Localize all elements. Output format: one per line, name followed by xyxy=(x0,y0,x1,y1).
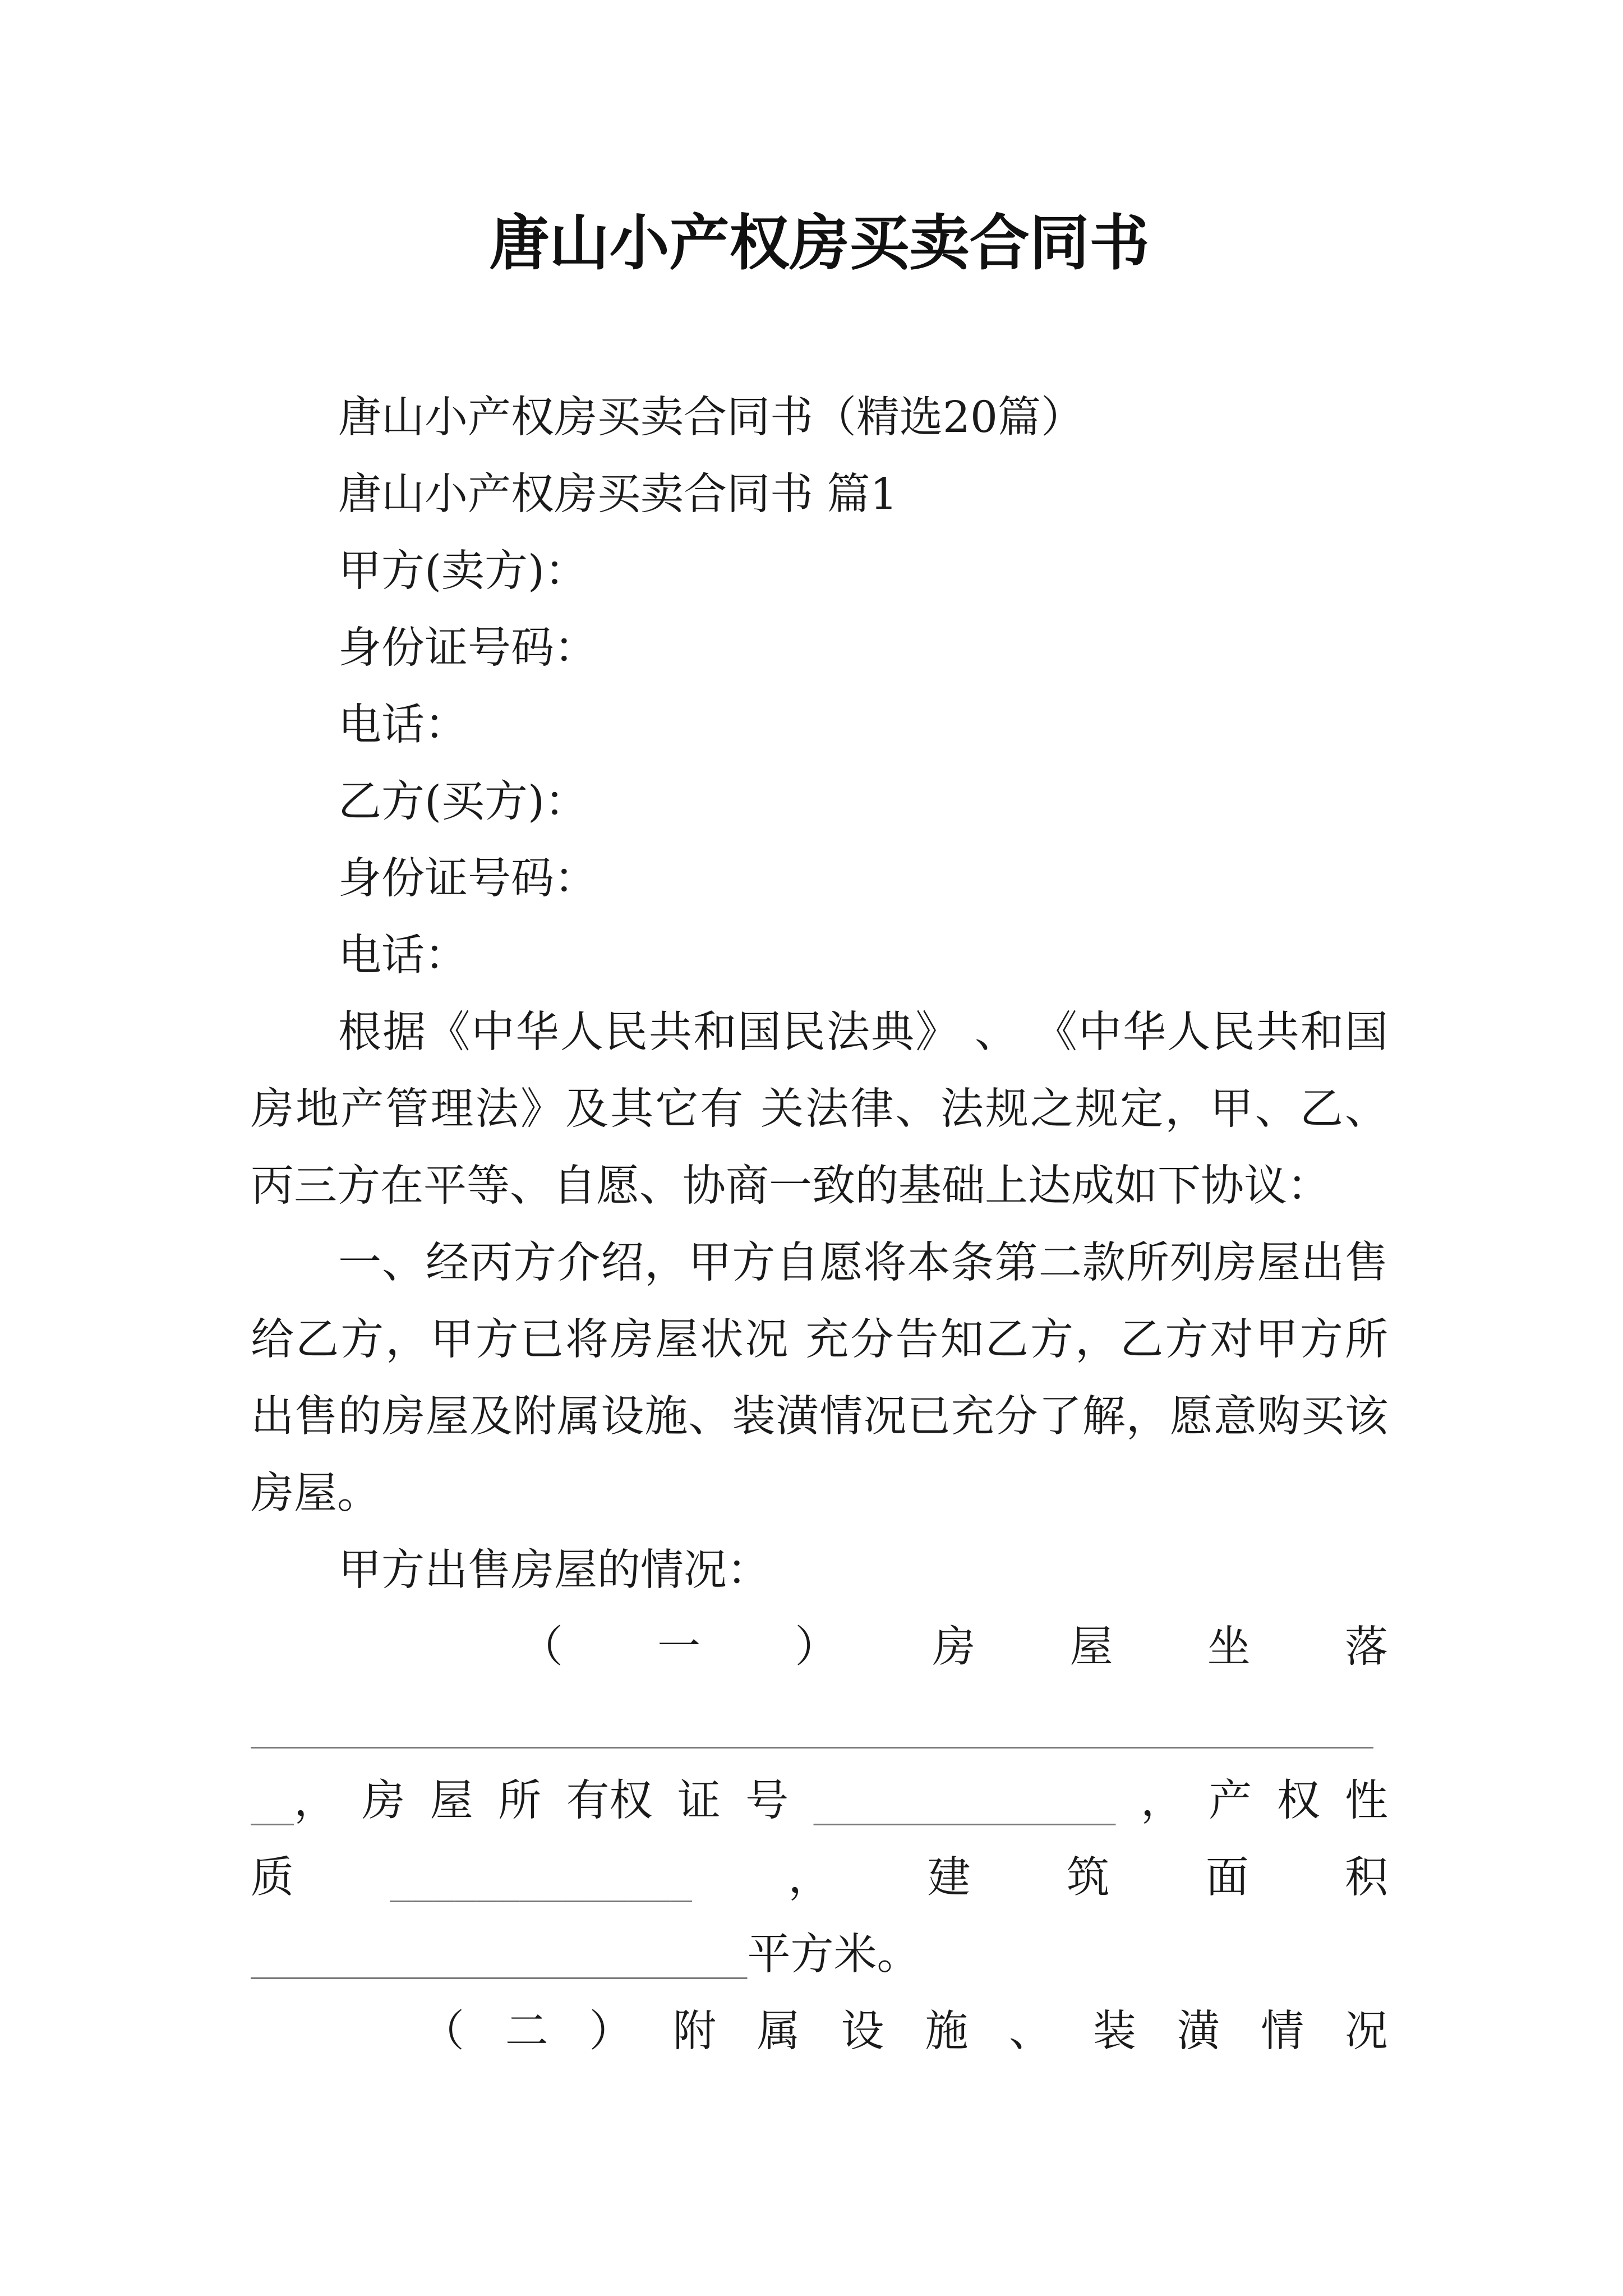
property-area-blank: _______________________ xyxy=(251,1930,748,1980)
spread-token: 一 xyxy=(657,1622,701,1672)
party-a-id-label: 身份证号码： xyxy=(338,623,597,673)
collection-title: 唐山小产权房买卖合同书（精选20篇） xyxy=(338,393,1084,443)
preamble-line: 房地产管理法》及其它有 关法律、法规之规定，甲、乙、 xyxy=(251,1084,1388,1134)
spread-token: 施 xyxy=(925,2007,969,2056)
property-fixtures-line xyxy=(251,1993,1388,2070)
clause-1-line: 房屋。 xyxy=(251,1469,380,1519)
spread-token: 权 xyxy=(1276,1776,1320,1826)
party-b-label: 乙方(买方)： xyxy=(338,777,588,827)
spread-token: 二 xyxy=(505,2007,548,2056)
party-a-label: 甲方(卖方)： xyxy=(338,546,588,596)
spread-token: 、 xyxy=(1009,2007,1053,2056)
property-heading: 甲方出售房屋的情况： xyxy=(338,1545,770,1595)
document-title: 唐山小产权房买卖合同书 xyxy=(489,208,1150,278)
spread-token: 质 xyxy=(251,1853,294,1903)
spread-token: ， xyxy=(1140,1776,1184,1826)
spread-token: 落 xyxy=(1344,1622,1388,1672)
party-b-phone-label: 电话： xyxy=(338,931,468,981)
spread-token: 号 xyxy=(745,1776,789,1826)
spread-token: 设 xyxy=(841,2007,884,2056)
spread-token: 证 xyxy=(677,1776,721,1826)
fill-blank: ______________ xyxy=(813,1776,1116,1826)
spread-token: 情 xyxy=(1261,2007,1304,2056)
spread-token: 积 xyxy=(1344,1853,1388,1903)
property-location-blank: ____________________________________________________ xyxy=(251,1699,1373,1749)
spread-token: 产 xyxy=(1209,1776,1252,1826)
spread-token: 房 xyxy=(362,1776,405,1826)
fill-blank: ______________ xyxy=(390,1853,693,1903)
fill-blank: __ xyxy=(251,1776,294,1826)
spread-token: 屋 xyxy=(1069,1622,1113,1672)
fill-blank xyxy=(814,1763,1116,1839)
spread-token: 坐 xyxy=(1207,1622,1251,1672)
spread-token: 建 xyxy=(927,1853,971,1903)
preamble-line: 根据《中华人民共和国民法典》 、 《中华人民共和国 xyxy=(338,1007,1388,1057)
spread-token: __， xyxy=(251,1776,337,1826)
fill-blank xyxy=(390,1839,692,1916)
chapter-title: 唐山小产权房买卖合同书 篇1 xyxy=(338,470,898,519)
spread-token: 房 xyxy=(932,1622,976,1672)
spread-token: 筑 xyxy=(1066,1853,1110,1903)
spread-token: 附 xyxy=(673,2007,717,2056)
clause-1-line: 一、经丙方介绍，甲方自愿将本条第二款所列房屋出售 xyxy=(338,1238,1388,1288)
spread-token: 性 xyxy=(1344,1776,1388,1826)
spread-token: 有权 xyxy=(566,1776,653,1826)
spread-token: （ xyxy=(421,2007,464,2056)
party-a-phone-label: 电话： xyxy=(338,700,468,750)
clause-1-line: 出售的房屋及附属设施、装潢情况已充分了解，愿意购买该 xyxy=(251,1392,1388,1442)
spread-token: 属 xyxy=(757,2007,800,2056)
spread-token: （ xyxy=(520,1622,563,1672)
property-area-unit: 平方米。 xyxy=(747,1930,920,1980)
spread-token: 面 xyxy=(1205,1853,1249,1903)
spread-token: 装 xyxy=(1092,2007,1136,2056)
property-location-line xyxy=(251,1609,1388,1686)
party-b-id-label: 身份证号码： xyxy=(338,854,597,904)
property-area-line xyxy=(251,1916,1388,1993)
preamble-line: 丙三方在平等、自愿、协商一致的基础上达成如下协议： xyxy=(251,1161,1330,1211)
property-certificate-line xyxy=(251,1763,1388,1839)
spread-token: 潢 xyxy=(1177,2007,1220,2056)
spread-token: 况 xyxy=(1344,2007,1388,2056)
spread-token: 所 xyxy=(498,1776,542,1826)
property-nature-line xyxy=(251,1839,1388,1916)
spread-token: ， xyxy=(788,1853,832,1903)
spread-token: 屋 xyxy=(430,1776,473,1826)
spread-token: ） xyxy=(795,1622,838,1672)
clause-1-line: 给乙方，甲方已将房屋状况 充分告知乙方，乙方对甲方所 xyxy=(251,1315,1388,1365)
spread-token: ） xyxy=(589,2007,633,2056)
document-body xyxy=(251,379,1388,2070)
